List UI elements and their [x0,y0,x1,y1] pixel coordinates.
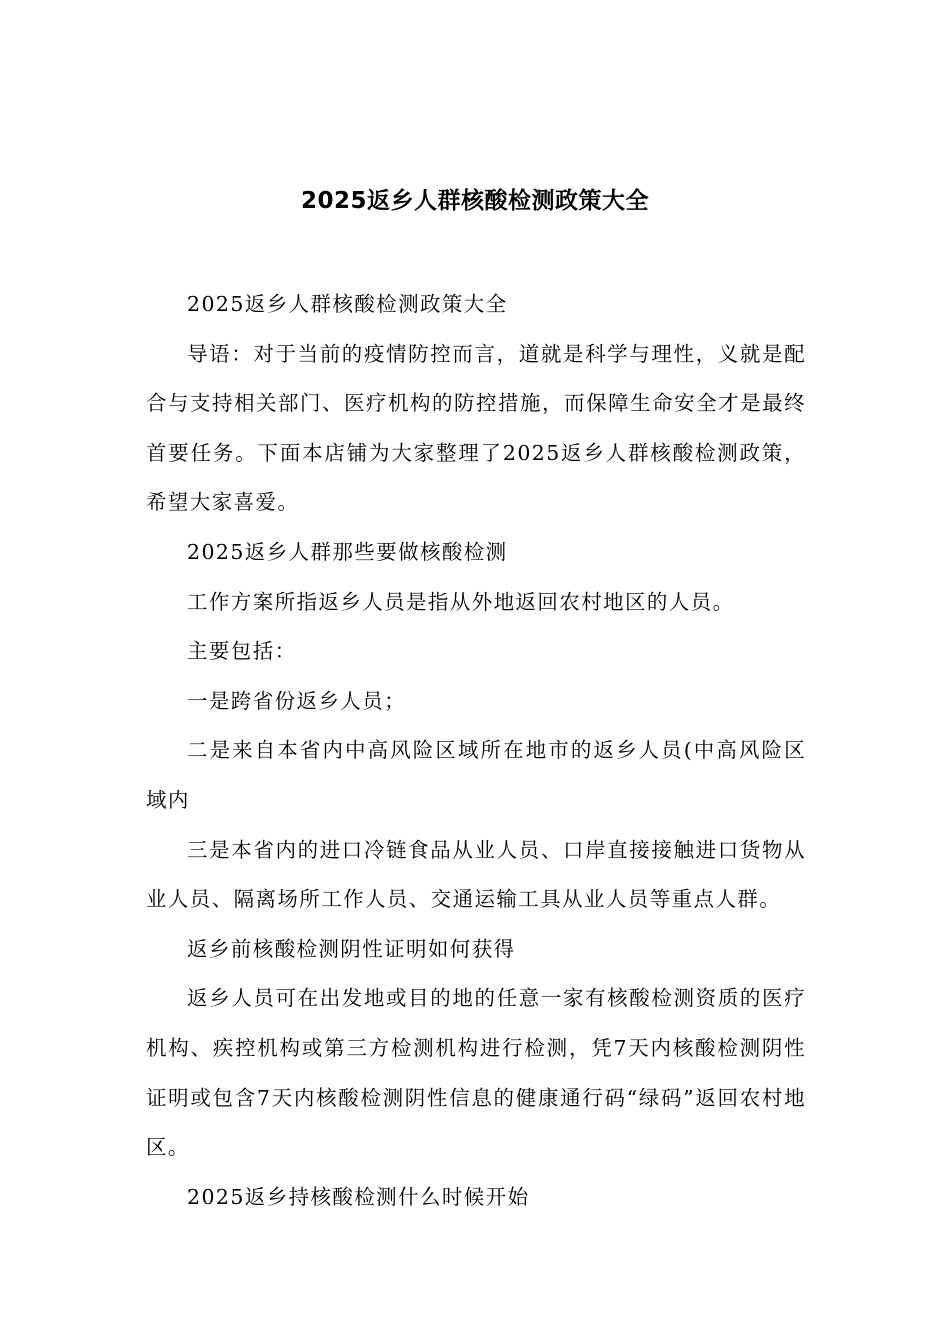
paragraph: 返乡人员可在出发地或目的地的任意一家有核酸检测资质的医疗机构、疾控机构或第三方检测机构进行检测，凭7天内核酸检测阴性证明或包含7天内核酸检测阴性信息的健康通行码“绿码”返回农村地区。 [146,986,806,1160]
section-heading-start: 2025返乡持核酸检测什么时候开始 [187,1184,530,1209]
document-body [146,280,806,1222]
list-item: 三是本省内的进口冷链食品从业人员、口岸直接接触进口货物从业人员、隔离场所工作人员、交通运输工具从业人员等重点人群。 [146,837,806,912]
document-title: 2025返乡人群核酸检测政策大全 [300,188,649,214]
paragraph: 主要包括： [187,639,297,664]
paragraph-lead: 导语：对于当前的疫情防控而言，道就是科学与理性，义就是配合与支持相关部门、医疗机构的防控措施，而保障生命安全才是最终首要任务。下面本店铺为大家整理了2025返乡人群核酸检测政策，希望大家喜爱。 [146,341,806,515]
paragraph-heading-intro: 2025返乡人群核酸检测政策大全 [187,292,508,316]
section-heading-who: 2025返乡人群那些要做核酸检测 [187,539,508,564]
list-item: 一是跨省份返乡人员； [187,688,406,713]
section-heading-certificate: 返乡前核酸检测阴性证明如何获得 [187,936,516,961]
list-item: 二是来自本省内中高风险区域所在地市的返乡人员(中高风险区域内 [146,738,806,812]
paragraph: 工作方案所指返乡人员是指从外地返回农村地区的人员。 [187,589,735,614]
